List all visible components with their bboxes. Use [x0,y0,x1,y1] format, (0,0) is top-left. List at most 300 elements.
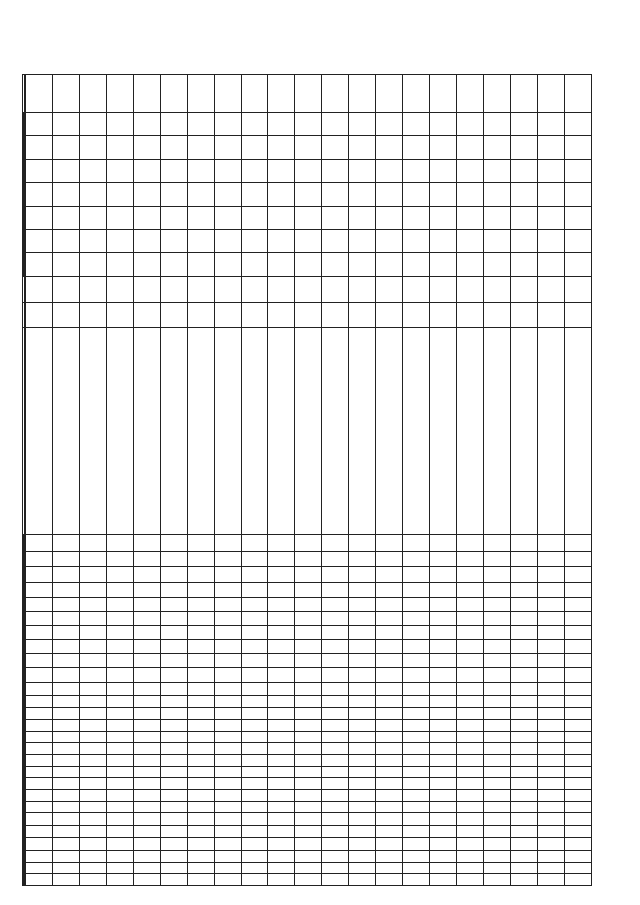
mid-cell [376,611,403,625]
code-cell [564,862,591,874]
final-value [187,75,214,113]
code-cell [430,826,457,838]
mid-cell [133,611,160,625]
table-row [430,75,457,886]
code-cell [214,790,241,802]
code-cell [268,696,295,708]
year-value [214,183,241,206]
mid-cell [483,668,510,683]
year-value [322,206,349,229]
code-cell [106,862,133,874]
year-value [403,183,430,206]
code-cell [26,850,53,862]
code-cell [295,862,322,874]
base-cell [52,276,79,302]
mid-cell [430,639,457,653]
table-row [403,75,430,886]
mid-cell [349,597,376,611]
mid-cell [376,567,403,582]
code-cell [510,850,537,862]
year-value [214,230,241,253]
year-value [349,206,376,229]
mid-cell [322,534,349,552]
code-cell [52,813,79,826]
year-value [403,136,430,159]
mid-cell [241,639,268,653]
base-cell [403,276,430,302]
code-cell [26,719,53,731]
code-cell [26,743,53,755]
mid-cell [376,639,403,653]
code-cell [510,683,537,696]
code-cell [349,696,376,708]
code-cell [510,743,537,755]
year-value [537,112,564,136]
base-cell [79,276,106,302]
year-value [26,159,53,182]
year-value [322,230,349,253]
mid-cell [106,582,133,597]
code-cell [537,696,564,708]
table-row [537,75,564,886]
code-cell [403,790,430,802]
base-cell [214,276,241,302]
code-cell [349,850,376,862]
code-cell [52,801,79,813]
code-cell [430,731,457,743]
code-cell [79,778,106,790]
code-cell [187,743,214,755]
code-cell [79,790,106,802]
indicator-name [52,328,79,534]
indicator-name [564,328,591,534]
mid-cell [268,625,295,639]
code-cell [268,754,295,766]
code-cell [160,826,187,838]
code-cell [268,708,295,720]
mid-cell [349,625,376,639]
mid-cell [160,654,187,668]
indicator-name [510,328,537,534]
code-cell [510,826,537,838]
code-cell [133,766,160,778]
year-value [376,206,403,229]
code-cell [241,790,268,802]
code-cell [214,874,241,886]
mid-cell [457,639,484,653]
code-cell [187,826,214,838]
year-value [133,136,160,159]
year-value [52,253,79,276]
code-cell [52,731,79,743]
year-value [241,253,268,276]
code-cell [133,743,160,755]
mid-cell [430,552,457,567]
code-cell [376,731,403,743]
mid-cell [510,654,537,668]
code-cell [268,683,295,696]
code-cell [376,696,403,708]
final-value [483,75,510,113]
unit-cell [187,302,214,328]
mid-cell [160,534,187,552]
year-value [106,206,133,229]
mid-cell [349,567,376,582]
code-cell [483,766,510,778]
code-cell [79,719,106,731]
code-cell [322,850,349,862]
code-cell [295,790,322,802]
code-cell [483,813,510,826]
code-cell [26,731,53,743]
mid-cell [106,597,133,611]
code-cell [376,683,403,696]
year-value [187,230,214,253]
year-value [322,136,349,159]
year-value [52,159,79,182]
mid-cell [160,597,187,611]
final-value [537,75,564,113]
code-cell [403,813,430,826]
code-cell [322,754,349,766]
mid-cell [564,567,591,582]
code-cell [457,719,484,731]
code-cell [322,862,349,874]
code-cell [106,754,133,766]
indicator-name [214,328,241,534]
code-cell [537,813,564,826]
code-cell [349,826,376,838]
code-cell [106,778,133,790]
unit-cell [26,302,53,328]
code-cell [430,850,457,862]
code-cell [160,874,187,886]
mid-cell [268,534,295,552]
code-cell [322,838,349,851]
code-cell [160,766,187,778]
mid-cell [376,668,403,683]
mid-cell [403,639,430,653]
code-cell [322,874,349,886]
code-cell [322,708,349,720]
code-cell [295,719,322,731]
mid-cell [187,668,214,683]
code-cell [537,708,564,720]
code-cell [79,874,106,886]
year-value [268,159,295,182]
year-value [403,112,430,136]
mid-cell [457,625,484,639]
mid-cell [564,639,591,653]
code-cell [564,696,591,708]
code-cell [376,850,403,862]
year-value [295,136,322,159]
mid-cell [214,552,241,567]
code-cell [564,731,591,743]
year-value [322,183,349,206]
mid-cell [214,625,241,639]
final-value [322,75,349,113]
code-cell [187,850,214,862]
unit-cell [79,302,106,328]
year-value [483,230,510,253]
mid-cell [79,582,106,597]
final-value [403,75,430,113]
code-cell [537,790,564,802]
year-value [403,230,430,253]
year-value [483,112,510,136]
code-cell [322,683,349,696]
mid-cell [26,625,53,639]
table-row [295,75,322,886]
mid-cell [483,654,510,668]
code-cell [376,874,403,886]
code-cell [510,696,537,708]
mid-cell [295,639,322,653]
mid-cell [537,611,564,625]
code-cell [241,731,268,743]
code-cell [187,731,214,743]
mid-cell [133,597,160,611]
code-cell [457,778,484,790]
code-cell [52,850,79,862]
code-cell [457,743,484,755]
unit-cell [564,302,591,328]
code-cell [483,874,510,886]
code-cell [457,813,484,826]
base-cell [160,276,187,302]
year-value [106,183,133,206]
mid-cell [403,611,430,625]
mid-cell [510,625,537,639]
code-cell [403,719,430,731]
table-row [160,75,187,886]
mid-cell [295,668,322,683]
code-cell [268,801,295,813]
code-cell [349,801,376,813]
code-cell [457,696,484,708]
table-row [52,75,79,886]
unit-cell [52,302,79,328]
code-cell [430,743,457,755]
mid-cell [457,668,484,683]
year-value [537,253,564,276]
mid-cell [79,668,106,683]
table-row [510,75,537,886]
code-cell [349,813,376,826]
code-cell [349,754,376,766]
code-cell [510,766,537,778]
code-cell [214,683,241,696]
code-cell [537,801,564,813]
mid-cell [214,668,241,683]
mid-cell [106,611,133,625]
code-cell [564,838,591,851]
code-cell [133,838,160,851]
code-cell [349,743,376,755]
final-value [160,75,187,113]
code-cell [26,708,53,720]
code-cell [133,719,160,731]
code-cell [214,719,241,731]
mid-cell [430,654,457,668]
code-cell [160,813,187,826]
table-row [564,75,591,886]
code-cell [537,778,564,790]
code-cell [187,874,214,886]
code-cell [510,813,537,826]
mid-cell [79,611,106,625]
year-value [106,112,133,136]
mid-cell [241,552,268,567]
code-cell [106,766,133,778]
code-cell [187,754,214,766]
code-cell [564,874,591,886]
mid-cell [457,567,484,582]
code-cell [187,766,214,778]
code-cell [268,743,295,755]
mid-cell [214,654,241,668]
indicator-name [26,328,53,534]
mid-cell [26,639,53,653]
code-cell [376,838,403,851]
mid-cell [537,534,564,552]
code-cell [106,696,133,708]
code-cell [349,838,376,851]
code-cell [376,826,403,838]
program-indicators-table [22,74,592,886]
code-cell [376,790,403,802]
code-cell [106,874,133,886]
mid-cell [268,597,295,611]
code-cell [187,790,214,802]
year-value [349,230,376,253]
base-cell [322,276,349,302]
code-cell [510,862,537,874]
indicator-name [537,328,564,534]
mid-cell [483,625,510,639]
mid-cell [457,534,484,552]
table-row [79,75,106,886]
unit-cell [241,302,268,328]
code-cell [376,813,403,826]
indicator-name [403,328,430,534]
table-row [376,75,403,886]
mid-cell [106,534,133,552]
final-value [564,75,591,113]
mid-cell [564,597,591,611]
year-value [349,112,376,136]
code-cell [537,731,564,743]
code-cell [268,826,295,838]
indicator-name [133,328,160,534]
mid-cell [52,625,79,639]
code-cell [295,850,322,862]
code-cell [403,754,430,766]
code-cell [510,708,537,720]
mid-cell [160,567,187,582]
code-cell [457,801,484,813]
code-cell [510,838,537,851]
code-cell [322,826,349,838]
year-value [187,253,214,276]
mid-cell [483,611,510,625]
code-cell [52,790,79,802]
unit-cell [537,302,564,328]
table-body [26,75,592,886]
year-value [457,112,484,136]
code-cell [376,719,403,731]
unit-cell [376,302,403,328]
code-cell [510,754,537,766]
code-cell [430,708,457,720]
table-row [214,75,241,886]
mid-cell [268,552,295,567]
code-cell [510,731,537,743]
code-cell [268,731,295,743]
code-cell [430,778,457,790]
code-cell [268,719,295,731]
code-cell [214,731,241,743]
mid-cell [537,668,564,683]
code-cell [160,778,187,790]
code-cell [160,719,187,731]
code-cell [510,801,537,813]
code-cell [106,731,133,743]
mid-cell [403,534,430,552]
base-cell [106,276,133,302]
year-value [483,206,510,229]
code-cell [483,862,510,874]
code-cell [510,719,537,731]
mid-cell [187,611,214,625]
year-value [26,230,53,253]
mid-cell [403,654,430,668]
mid-cell [510,597,537,611]
unit-cell [322,302,349,328]
final-value [241,75,268,113]
mid-cell [26,668,53,683]
base-cell [376,276,403,302]
code-cell [430,696,457,708]
code-cell [537,743,564,755]
code-cell [160,683,187,696]
code-cell [564,801,591,813]
mid-cell [537,597,564,611]
indicator-name [79,328,106,534]
indicator-name [295,328,322,534]
code-cell [52,708,79,720]
code-cell [133,826,160,838]
code-cell [160,754,187,766]
indicator-name [457,328,484,534]
mid-cell [349,582,376,597]
year-value [52,112,79,136]
code-cell [483,743,510,755]
table-row [349,75,376,886]
mid-cell [79,552,106,567]
mid-cell [430,625,457,639]
code-cell [537,683,564,696]
code-cell [52,719,79,731]
code-cell [52,696,79,708]
mid-cell [430,611,457,625]
year-value [537,136,564,159]
code-cell [349,766,376,778]
code-cell [133,731,160,743]
unit-cell [133,302,160,328]
year-value [564,159,591,182]
